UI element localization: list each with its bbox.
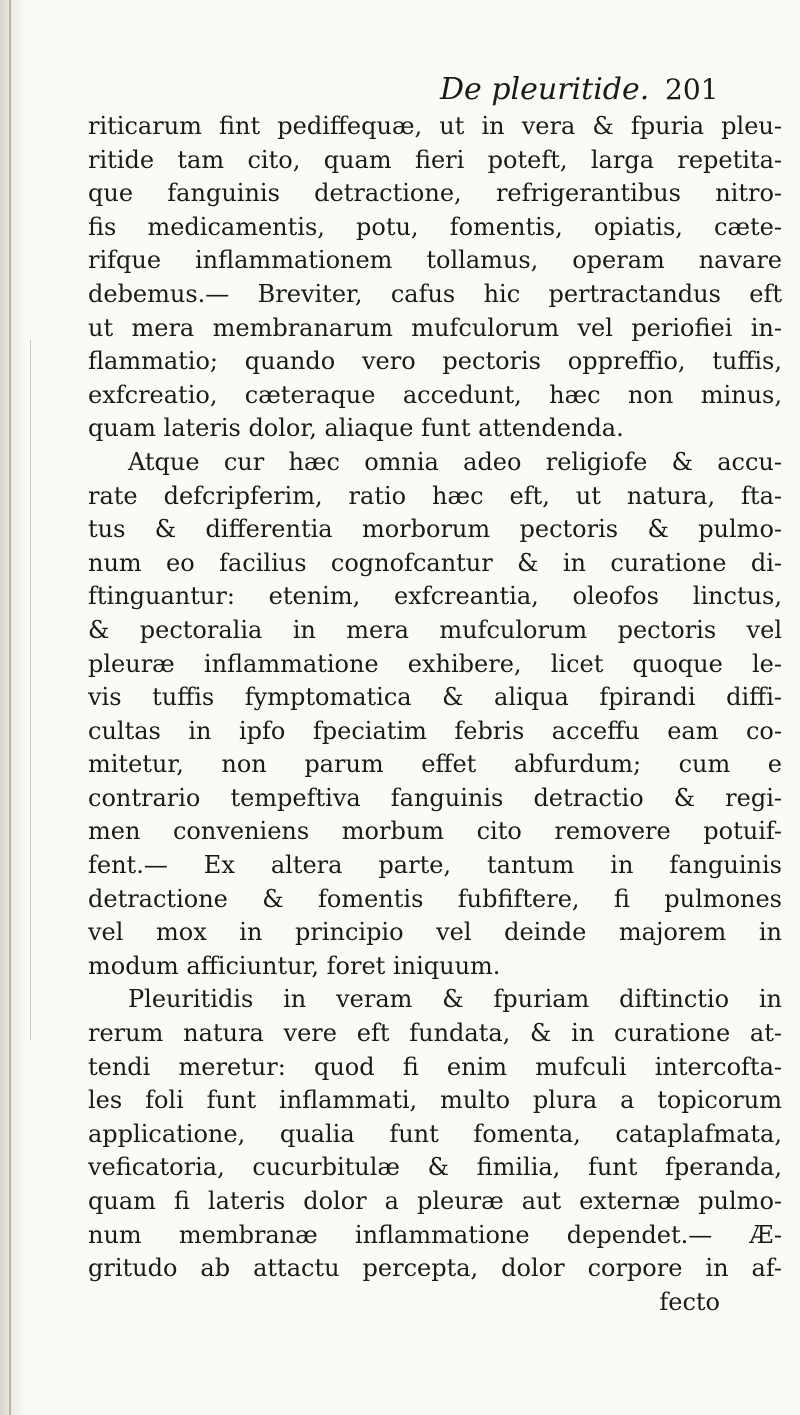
- text-line: fis medicamentis, potu, fomentis, opiatis, cæte-: [88, 212, 782, 241]
- text-line: rifque inflammationem tollamus, operam navare: [88, 246, 782, 275]
- text-line: ut mera membranarum mufculorum vel periofiei in-: [88, 313, 782, 342]
- binding-edge: [0, 0, 26, 1415]
- text-line: veficatoria, cucurbitulæ & fimilia, funt fperanda,: [88, 1153, 782, 1182]
- text-line: num membranæ inflammatione dependet.— Æ-: [88, 1220, 782, 1249]
- text-line: contrario tempeftiva fanguinis detractio & regi-: [88, 783, 782, 812]
- page-crease: [30, 340, 31, 1040]
- running-head: [80, 70, 780, 110]
- text-line: quam lateris dolor, aliaque funt attendenda.: [88, 414, 624, 443]
- body-text: [88, 110, 782, 1319]
- text-line: vel mox in principio vel deinde majorem in: [88, 918, 782, 947]
- text-line: debemus.— Breviter, cafus hic pertractandus eft: [88, 279, 782, 308]
- text-line: pleuræ inflammatione exhibere, licet quoque le-: [88, 649, 782, 678]
- text-line: tus & differentia morborum pectoris & pulmo-: [88, 515, 782, 544]
- text-line: riticarum fint pediffequæ, ut in vera & fpuria pleu-: [88, 112, 782, 140]
- text-line: rerum natura vere eft fundata, & in curatione at-: [88, 1019, 782, 1048]
- text-line: fent.— Ex altera parte, tantum in fanguinis: [88, 851, 782, 880]
- binding-line: [9, 0, 11, 1415]
- text-line: cultas in ipfo fpeciatim febris acceffu eam co-: [88, 716, 782, 745]
- text-line: exfcreatio, cæteraque accedunt, hæc non minus,: [88, 380, 782, 409]
- text-line: tendi meretur: quod fi enim mufculi intercofta-: [88, 1052, 782, 1081]
- text-line: quam fi lateris dolor a pleuræ aut externæ pulmo-: [88, 1187, 782, 1215]
- text-line: applicatione, qualia funt fomenta, cataplafmata,: [88, 1119, 782, 1148]
- page-number: 201: [665, 73, 719, 106]
- catchword: fecto: [659, 1287, 720, 1316]
- text-line: ftinguantur: etenim, exfcreantia, oleofos linctus,: [88, 582, 782, 611]
- text-line: les foli funt inflammati, multo plura a topicorum: [88, 1086, 782, 1115]
- text-line: modum afficiuntur, foret iniquum.: [88, 951, 501, 980]
- running-head-title: De pleuritide.: [440, 72, 650, 107]
- text-line: Atque cur hæc omnia adeo religiofe & accu-: [128, 447, 782, 476]
- text-line: men conveniens morbum cito removere potuif-: [88, 817, 782, 846]
- text-line: mitetur, non parum effet abfurdum; cum e: [88, 750, 782, 779]
- text-line: que fanguinis detractione, refrigerantibus nitro-: [88, 179, 782, 208]
- text-line: detractione & fomentis fubfiftere, fi pulmones: [88, 884, 782, 913]
- text-line: Pleuritidis in veram & fpuriam diftinctio in: [128, 985, 782, 1014]
- text-line: flammatio; quando vero pectoris oppreffio, tuffis,: [88, 347, 782, 376]
- text-line: num eo facilius cognofcantur & in curatione di-: [88, 548, 782, 577]
- text-line: ritide tam cito, quam fieri poteft, larga repetita-: [88, 145, 782, 174]
- text-line: rate defcripferim, ratio hæc eft, ut natura, fta-: [88, 481, 782, 510]
- text-line: gritudo ab attactu percepta, dolor corpore in af-: [88, 1254, 782, 1283]
- text-line: & pectoralia in mera mufculorum pectoris vel: [88, 615, 782, 644]
- text-line: vis tuffis fymptomatica & aliqua fpirandi diffi-: [88, 683, 782, 712]
